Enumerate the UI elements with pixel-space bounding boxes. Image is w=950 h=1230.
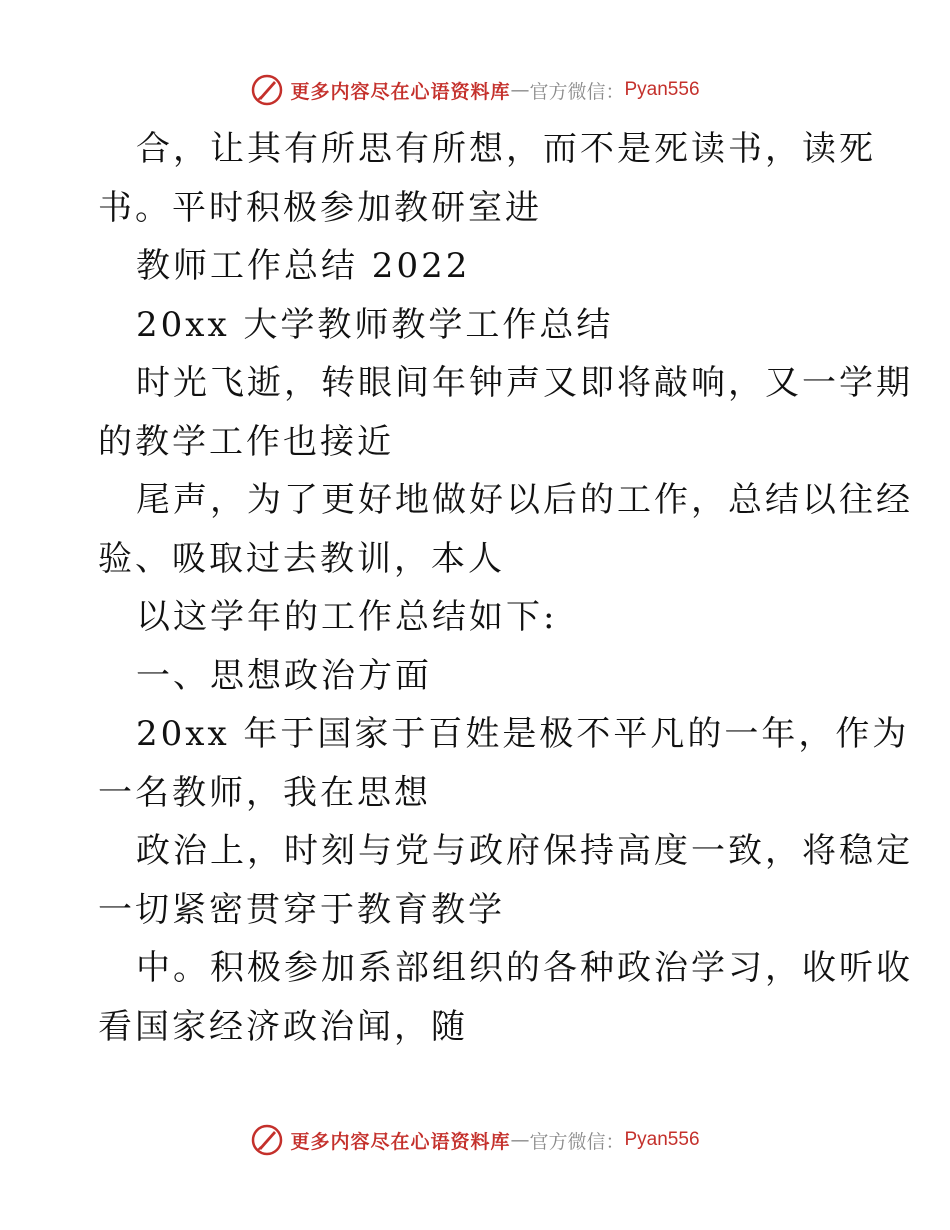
text-line: 以这学年的工作总结如下: [136,597,558,637]
text-line: 20xx 年于国家于百姓是极不平凡的一年，作为 [136,714,910,754]
text-line: 看国家经济政治闻，随 [98,1006,468,1047]
text-line: 中。积极参加系部组织的各种政治学习，收听收 [136,948,913,988]
footer-watermark-banner [0,1120,950,1160]
banner-wechat-id: Pyan556 [624,1129,700,1150]
banner-separator: — [510,79,530,101]
text-line: 的教学工作也接近 [98,421,394,462]
text-line: 验、吸取过去教训，本人 [98,538,505,579]
header-watermark-banner [0,70,950,110]
text-line: 尾声，为了更好地做好以后的工作，总结以往经 [136,480,913,520]
banner-wechat-id: Pyan556 [624,79,700,100]
text-line: 一、思想政治方面 [136,655,432,696]
document-body [98,120,913,1056]
text-line: 合，让其有所思有所想，而不是死读书，读死 [136,129,876,169]
banner-wechat-label: 官方微信： [529,80,625,103]
text-line: 20xx 大学教师教学工作总结 [136,304,614,345]
text-line: 政治上，时刻与党与政府保持高度一致，将稳定 [136,831,913,871]
text-line: 一名教师，我在思想 [98,772,431,813]
text-line: 一切紧密贯穿于教育教学 [98,889,505,930]
text-line: 教师工作总结 2022 [136,246,471,286]
banner-wechat-label: 官方微信： [529,1130,625,1153]
text-line: 书。平时积极参加教研室进 [98,187,542,228]
quill-logo-icon [250,1123,284,1157]
banner-separator: — [510,1129,530,1151]
banner-main-text: 更多内容尽在心语资料库 [290,1130,511,1153]
text-line: 时光飞逝，转眼间年钟声又即将敲响，又一学期 [136,363,913,403]
quill-logo-icon [250,73,284,107]
banner-main-text: 更多内容尽在心语资料库 [290,80,511,103]
